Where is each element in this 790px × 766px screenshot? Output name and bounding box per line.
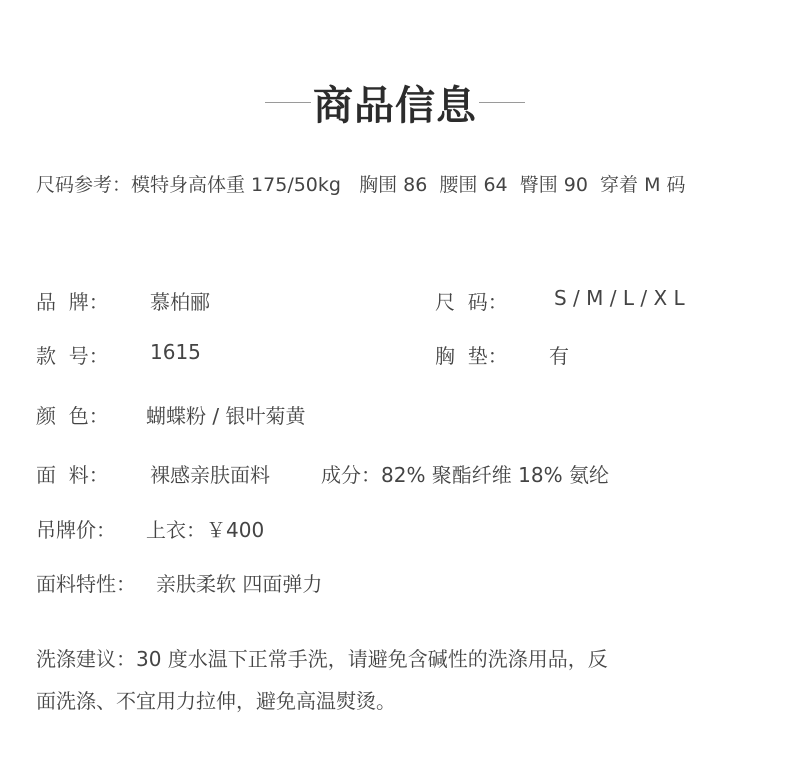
brand-value: 慕柏郦 [150, 290, 210, 314]
waist-measurement: 腰围 64 [439, 174, 508, 196]
size-label: 尺 码： [435, 290, 508, 314]
feature-value: 亲肤柔软 四面弹力 [156, 572, 323, 596]
pad-label: 胸 垫： [435, 344, 508, 368]
fabric-label: 面 料： [36, 463, 109, 487]
hip-measurement: 臀围 90 [519, 174, 588, 196]
spec-row-fabric [0, 459, 790, 489]
spec-row-brand [0, 286, 790, 316]
wearing-size: 穿着 M 码 [600, 174, 686, 196]
color-label: 颜 色： [36, 404, 109, 428]
spec-row-style [0, 340, 790, 370]
size-reference-label: 尺码参考： [36, 174, 132, 196]
title-right-line [479, 102, 525, 103]
fabric-composition: 成分：82% 聚酯纤维 18% 氨纶 [321, 463, 609, 487]
style-no-value: 1615 [150, 340, 201, 364]
wash-line-2: 面洗涤、不宜用力拉伸，避免高温熨烫。 [36, 689, 396, 713]
chest-measurement: 胸围 86 [359, 174, 428, 196]
size-reference [36, 170, 686, 197]
page-title: 商品信息 [313, 83, 477, 129]
color-value: 蝴蝶粉 / 银叶菊黄 [146, 404, 306, 428]
model-measurements: 模特身高体重 175/50kg [131, 174, 341, 196]
spec-row-price [0, 514, 790, 544]
fabric-value: 裸感亲肤面料 [150, 463, 270, 487]
section-title [0, 74, 790, 131]
wash-line-1: 洗涤建议：30 度水温下正常手洗，请避免含碱性的洗涤用品，反 [36, 647, 608, 671]
spec-row-feature [0, 568, 790, 598]
title-left-line [265, 102, 311, 103]
size-value: S / M / L / X L [554, 286, 685, 310]
price-value: 上衣：￥400 [146, 518, 265, 542]
feature-label: 面料特性： [36, 572, 136, 596]
brand-label: 品 牌： [36, 290, 109, 314]
price-label: 吊牌价： [36, 518, 116, 542]
spec-row-color [0, 400, 790, 430]
pad-value: 有 [549, 344, 569, 368]
wash-instructions [36, 638, 736, 722]
style-no-label: 款 号： [36, 344, 109, 368]
